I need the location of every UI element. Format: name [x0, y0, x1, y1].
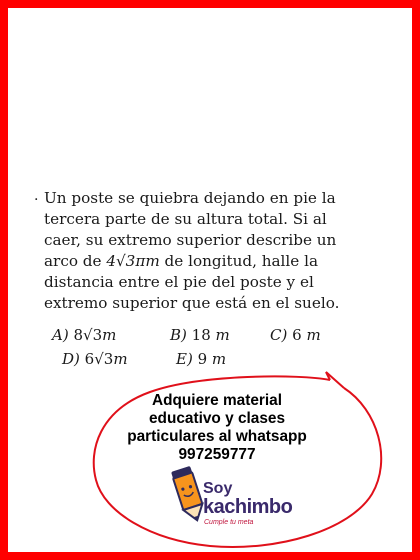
promo-line-3: particulares al whatsapp [127, 428, 307, 445]
option-value: 8√3 [73, 326, 103, 344]
promo-phone[interactable]: 997259777 [178, 446, 256, 463]
problem-line-3: caer, su extremo superior describe un [44, 231, 337, 249]
problem-line-2: tercera parte de su altura total. Si al [44, 210, 327, 228]
problem-arc-length: 4√3πm [106, 252, 160, 270]
option-letter: A) [52, 326, 69, 344]
option-letter: E) [176, 350, 193, 368]
option-value: 6√3 [84, 350, 114, 368]
promo-line-2: educativo y clases [148, 410, 286, 427]
problem-line-6: extremo superior que está en el suelo. [44, 294, 340, 312]
problem-line-4-post: de longitud, halle la [159, 252, 319, 270]
option-unit: m [215, 326, 230, 344]
option-letter: D) [62, 350, 80, 368]
promo-line-1: Adquiere material [151, 392, 282, 409]
option-unit: m [211, 350, 227, 368]
option-value: 18 [191, 326, 216, 344]
pencil-icon [171, 466, 207, 524]
problem-line-5: distancia entre el pie del poste y el [44, 273, 314, 291]
option-unit: m [102, 326, 117, 344]
promo-message [112, 392, 322, 464]
logo-word-soy: Soy [203, 480, 233, 497]
logo-word-kachimbo: kachimbo [203, 496, 293, 518]
option-unit: m [113, 350, 128, 368]
option-value: 6 [292, 326, 307, 344]
option-value: 9 [197, 350, 212, 368]
logo-tagline: Cumple tu meta [204, 519, 254, 526]
option-letter: B) [170, 326, 187, 344]
option-unit: m [306, 326, 321, 344]
problem-line-1: Un poste se quiebra dejando en pie la [44, 189, 336, 207]
problem-bullet: . [34, 188, 39, 204]
problem-line-4-pre: arco de [44, 252, 107, 270]
option-letter: C) [270, 326, 288, 344]
